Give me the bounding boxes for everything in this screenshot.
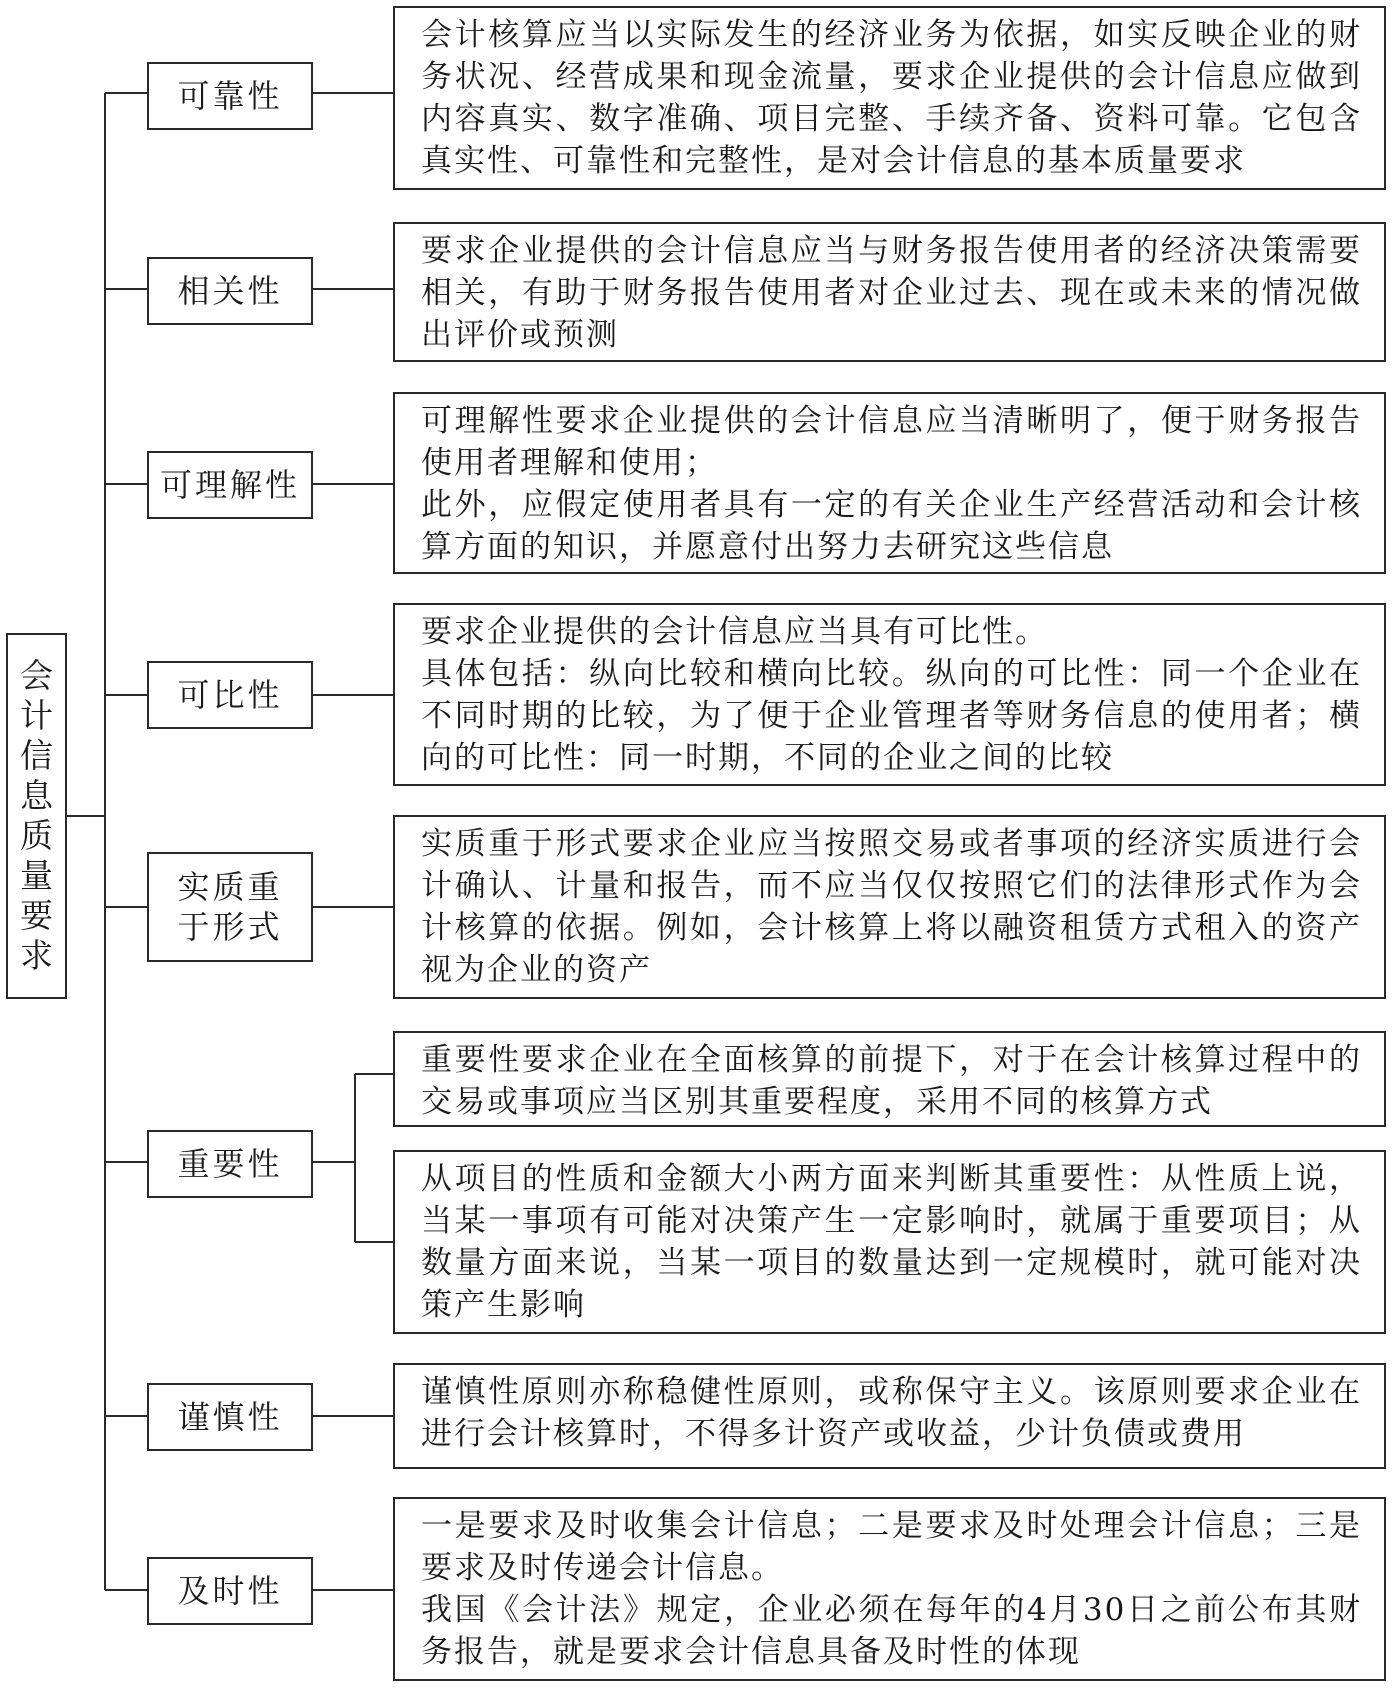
description-understandability bbox=[393, 392, 1386, 574]
description-text: 要求企业提供的会计信息应当与财务报告使用者的经济决策需要相关，有助于财务报告使用者对企业过去、现在或未来的情况做出评价或预测 bbox=[421, 233, 1362, 353]
description-reliability bbox=[393, 6, 1386, 190]
description-text: 重要性要求企业在全面核算的前提下，对于在会计核算过程中的交易或事项应当区别其重要程度，采用不同的核算方式 bbox=[421, 1042, 1362, 1120]
description-prudence bbox=[393, 1363, 1386, 1469]
description-text: 可理解性要求企业提供的会计信息应当清晰明了，便于财务报告使用者理解和使用； bbox=[421, 403, 1362, 481]
description-text: 从项目的性质和金额大小两方面来判断其重要性：从性质上说，当某一事项有可能对决策产生一定影响时，就属于重要项目；从数量方面来说，当某一项目的数量达到一定规模时，就可能对决策产生影响 bbox=[421, 1161, 1362, 1323]
category-prudence: 谨慎性 bbox=[147, 1383, 313, 1451]
root-char: 计 bbox=[20, 696, 53, 735]
description-comparability bbox=[393, 603, 1386, 786]
root-char: 会 bbox=[20, 656, 53, 695]
description-text: 会计核算应当以实际发生的经济业务为依据，如实反映企业的财务状况、经营成果和现金流量，要求企业提供的会计信息应做到内容真实、数字准确、项目完整、手续齐备、资料可靠。它包含真实性、可靠性和完整性，是对会计信息的基本质量要求 bbox=[421, 17, 1362, 179]
root-node bbox=[6, 633, 67, 999]
category-substance-over-form: 实质重于形式 bbox=[147, 852, 313, 962]
description-relevance bbox=[393, 222, 1386, 362]
category-comparability: 可比性 bbox=[147, 661, 313, 729]
description-materiality-1 bbox=[393, 1031, 1386, 1127]
description-text: 一是要求及时收集会计信息；二是要求及时处理会计信息；三是要求及时传递会计信息。 bbox=[421, 1508, 1362, 1586]
root-char: 息 bbox=[20, 776, 53, 815]
description-text: 谨慎性原则亦称稳健性原则，或称保守主义。该原则要求企业在进行会计核算时，不得多计资产或收益，少计负债或费用 bbox=[421, 1374, 1362, 1452]
category-timeliness: 及时性 bbox=[147, 1557, 313, 1625]
root-char: 要 bbox=[20, 896, 53, 935]
category-materiality: 重要性 bbox=[147, 1130, 313, 1198]
category-relevance: 相关性 bbox=[147, 257, 313, 325]
description-timeliness bbox=[393, 1497, 1386, 1681]
description-materiality-2 bbox=[393, 1150, 1386, 1334]
root-char: 信 bbox=[20, 736, 53, 775]
description-text: 实质重于形式要求企业应当按照交易或者事项的经济实质进行会计确认、计量和报告，而不应当仅仅按照它们的法律形式作为会计核算的依据。例如，会计核算上将以融资租赁方式租入的资产视为企业的资产 bbox=[421, 826, 1362, 988]
description-substance-over-form bbox=[393, 815, 1386, 999]
description-text: 要求企业提供的会计信息应当具有可比性。 bbox=[421, 614, 1048, 650]
category-understandability: 可理解性 bbox=[147, 451, 313, 519]
root-char: 质 bbox=[20, 816, 53, 855]
description-text: 我国《会计法》规定，企业必须在每年的4月30日之前公布其财务报告，就是要求会计信息具备及时性的体现 bbox=[421, 1592, 1362, 1670]
category-reliability: 可靠性 bbox=[147, 62, 313, 130]
description-text: 具体包括：纵向比较和横向比较。纵向的可比性：同一个企业在不同时期的比较，为了便于企业管理者等财务信息的使用者；横向的可比性：同一时期，不同的企业之间的比较 bbox=[421, 656, 1362, 776]
description-text: 此外，应假定使用者具有一定的有关企业生产经营活动和会计核算方面的知识，并愿意付出努力去研究这些信息 bbox=[421, 487, 1362, 565]
root-char: 量 bbox=[20, 856, 53, 895]
root-char: 求 bbox=[20, 936, 53, 975]
